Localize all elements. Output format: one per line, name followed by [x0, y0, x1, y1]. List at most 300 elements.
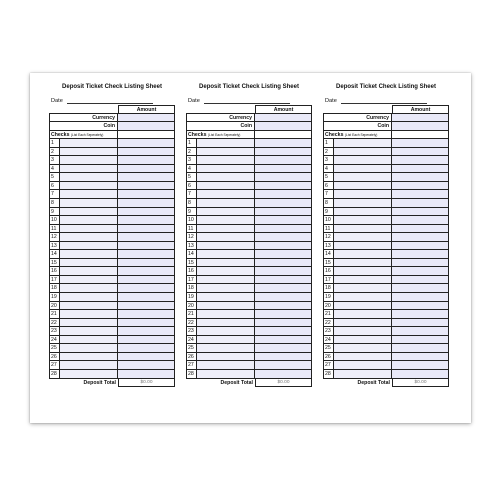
check-row	[49, 353, 175, 362]
coin-label: Coin	[323, 122, 392, 131]
check-row-number: 6	[323, 182, 334, 191]
check-row-number: 4	[186, 165, 197, 174]
check-description-field[interactable]	[197, 250, 255, 259]
check-row-number: 27	[49, 361, 60, 370]
check-description-field[interactable]	[334, 370, 392, 379]
deposit-table	[49, 105, 175, 387]
coin-amount-field[interactable]	[118, 122, 175, 131]
check-amount-field[interactable]	[255, 165, 312, 174]
check-amount-field[interactable]	[118, 250, 175, 259]
check-row-number: 4	[323, 165, 334, 174]
check-description-field[interactable]	[197, 199, 255, 208]
check-description-field[interactable]	[334, 208, 392, 217]
check-row-number: 8	[323, 199, 334, 208]
check-description-field[interactable]	[60, 216, 118, 225]
check-amount-field[interactable]	[255, 173, 312, 182]
checks-header-row	[323, 131, 449, 140]
check-row	[49, 370, 175, 379]
checks-label: Checks (List Each Seperately)	[186, 131, 255, 140]
check-amount-field[interactable]	[392, 156, 449, 165]
check-amount-field[interactable]	[392, 199, 449, 208]
check-row	[49, 250, 175, 259]
check-amount-field[interactable]	[255, 259, 312, 268]
check-row	[49, 216, 175, 225]
check-description-field[interactable]	[197, 165, 255, 174]
check-row	[49, 293, 175, 302]
check-row-number: 20	[186, 302, 197, 311]
check-amount-field[interactable]	[255, 267, 312, 276]
check-amount-field[interactable]	[255, 336, 312, 345]
check-row-number: 20	[323, 302, 334, 311]
check-row-number: 24	[49, 336, 60, 345]
check-row-number: 5	[323, 173, 334, 182]
check-description-field[interactable]	[60, 173, 118, 182]
check-amount-field[interactable]	[255, 156, 312, 165]
check-row	[323, 182, 449, 191]
check-row	[49, 310, 175, 319]
check-row-number: 25	[323, 344, 334, 353]
check-row	[186, 344, 312, 353]
check-description-field[interactable]	[197, 233, 255, 242]
check-description-field[interactable]	[197, 225, 255, 234]
check-description-field[interactable]	[334, 327, 392, 336]
check-description-field[interactable]	[60, 242, 118, 251]
currency-label: Currency	[49, 114, 118, 123]
check-amount-field[interactable]	[392, 370, 449, 379]
check-description-field[interactable]	[334, 242, 392, 251]
check-row	[186, 284, 312, 293]
check-description-field[interactable]	[334, 302, 392, 311]
check-row	[323, 139, 449, 148]
check-amount-field[interactable]	[118, 302, 175, 311]
check-amount-field[interactable]	[255, 225, 312, 234]
check-row-number: 10	[49, 216, 60, 225]
check-row	[323, 208, 449, 217]
check-amount-field[interactable]	[255, 216, 312, 225]
check-amount-field[interactable]	[392, 276, 449, 285]
check-row	[323, 370, 449, 379]
check-amount-field[interactable]	[118, 139, 175, 148]
check-description-field[interactable]	[334, 225, 392, 234]
check-row	[49, 259, 175, 268]
check-amount-field[interactable]	[392, 353, 449, 362]
amount-header-row	[49, 105, 175, 114]
check-description-field[interactable]	[197, 293, 255, 302]
check-description-field[interactable]	[197, 344, 255, 353]
check-row	[323, 190, 449, 199]
check-description-field[interactable]	[334, 319, 392, 328]
check-description-field[interactable]	[197, 319, 255, 328]
check-description-field[interactable]	[197, 276, 255, 285]
check-amount-field[interactable]	[255, 139, 312, 148]
check-description-field[interactable]	[60, 199, 118, 208]
check-amount-field[interactable]	[118, 319, 175, 328]
check-row-number: 26	[186, 353, 197, 362]
check-amount-field[interactable]	[392, 302, 449, 311]
check-description-field[interactable]	[334, 165, 392, 174]
check-description-field[interactable]	[60, 156, 118, 165]
check-row-number: 17	[49, 276, 60, 285]
check-description-field[interactable]	[197, 353, 255, 362]
sheet-title: Deposit Ticket Check Listing Sheet	[336, 84, 436, 90]
amount-header: Amount	[118, 105, 175, 114]
check-description-field[interactable]	[60, 208, 118, 217]
check-amount-field[interactable]	[392, 293, 449, 302]
check-description-field[interactable]	[60, 319, 118, 328]
check-row	[186, 242, 312, 251]
check-row-number: 8	[186, 199, 197, 208]
check-description-field[interactable]	[60, 370, 118, 379]
check-amount-field[interactable]	[118, 242, 175, 251]
check-amount-field[interactable]	[118, 353, 175, 362]
check-description-field[interactable]	[334, 148, 392, 157]
check-amount-field[interactable]	[392, 148, 449, 157]
coin-row	[49, 122, 175, 131]
check-description-field[interactable]	[197, 327, 255, 336]
check-row-number: 13	[186, 242, 197, 251]
check-row-number: 16	[49, 267, 60, 276]
check-amount-field[interactable]	[118, 267, 175, 276]
check-amount-field[interactable]	[118, 284, 175, 293]
deposit-sheet	[323, 83, 449, 387]
check-row-number: 1	[323, 139, 334, 148]
check-amount-field[interactable]	[255, 250, 312, 259]
check-amount-field[interactable]	[118, 148, 175, 157]
check-amount-field[interactable]	[392, 259, 449, 268]
check-description-field[interactable]	[60, 225, 118, 234]
check-row-number: 19	[186, 293, 197, 302]
check-amount-field[interactable]	[118, 208, 175, 217]
check-description-field[interactable]	[334, 310, 392, 319]
check-amount-field[interactable]	[118, 190, 175, 199]
check-amount-field[interactable]	[255, 190, 312, 199]
check-row	[186, 156, 312, 165]
check-amount-field[interactable]	[255, 327, 312, 336]
check-description-field[interactable]	[60, 148, 118, 157]
check-amount-field[interactable]	[118, 344, 175, 353]
check-row-number: 9	[49, 208, 60, 217]
check-row	[49, 173, 175, 182]
currency-amount-field[interactable]	[118, 114, 175, 123]
date-row	[186, 92, 312, 104]
check-description-field[interactable]	[197, 156, 255, 165]
check-amount-field[interactable]	[118, 276, 175, 285]
check-row-number: 18	[186, 284, 197, 293]
check-amount-field[interactable]	[255, 353, 312, 362]
check-row	[49, 165, 175, 174]
check-description-field[interactable]	[60, 190, 118, 199]
checks-header-row	[49, 131, 175, 140]
check-row-number: 14	[323, 250, 334, 259]
check-description-field[interactable]	[334, 284, 392, 293]
check-row	[186, 267, 312, 276]
check-description-field[interactable]	[334, 173, 392, 182]
check-amount-field[interactable]	[392, 233, 449, 242]
check-amount-field[interactable]	[118, 233, 175, 242]
check-row-number: 3	[49, 156, 60, 165]
check-row-number: 28	[49, 370, 60, 379]
check-row-number: 11	[186, 225, 197, 234]
check-row-number: 9	[323, 208, 334, 217]
check-description-field[interactable]	[197, 208, 255, 217]
check-amount-field[interactable]	[118, 370, 175, 379]
check-row	[49, 242, 175, 251]
check-row	[323, 267, 449, 276]
amount-header: Amount	[392, 105, 449, 114]
check-amount-field[interactable]	[118, 199, 175, 208]
check-amount-field[interactable]	[118, 361, 175, 370]
check-description-field[interactable]	[197, 267, 255, 276]
check-amount-field[interactable]	[255, 370, 312, 379]
check-row-number: 4	[49, 165, 60, 174]
check-amount-field[interactable]	[392, 267, 449, 276]
checks-header-row	[186, 131, 312, 140]
check-amount-field[interactable]	[392, 216, 449, 225]
date-label: Date	[325, 98, 337, 104]
checks-label: Checks (List Each Seperately)	[49, 131, 118, 140]
check-description-field[interactable]	[334, 259, 392, 268]
check-row-number: 7	[186, 190, 197, 199]
check-amount-field[interactable]	[118, 182, 175, 191]
check-row	[186, 353, 312, 362]
check-description-field[interactable]	[197, 284, 255, 293]
check-row	[323, 276, 449, 285]
check-row-number: 18	[323, 284, 334, 293]
check-amount-field[interactable]	[255, 302, 312, 311]
check-amount-field[interactable]	[255, 293, 312, 302]
check-row-number: 11	[49, 225, 60, 234]
check-amount-field[interactable]	[255, 319, 312, 328]
check-description-field[interactable]	[60, 284, 118, 293]
check-row-number: 16	[323, 267, 334, 276]
date-field[interactable]	[67, 97, 153, 104]
date-row	[49, 92, 175, 104]
check-row	[49, 336, 175, 345]
check-amount-field[interactable]	[255, 361, 312, 370]
check-description-field[interactable]	[197, 336, 255, 345]
check-amount-field[interactable]	[118, 310, 175, 319]
check-row-number: 16	[186, 267, 197, 276]
check-amount-field[interactable]	[255, 199, 312, 208]
check-description-field[interactable]	[334, 190, 392, 199]
check-row-number: 11	[323, 225, 334, 234]
check-row	[49, 327, 175, 336]
check-description-field[interactable]	[60, 336, 118, 345]
check-amount-field[interactable]	[392, 208, 449, 217]
check-row-number: 9	[186, 208, 197, 217]
check-description-field[interactable]	[334, 293, 392, 302]
check-description-field[interactable]	[60, 139, 118, 148]
check-amount-field[interactable]	[392, 327, 449, 336]
check-row	[186, 336, 312, 345]
check-row	[186, 250, 312, 259]
currency-row	[323, 114, 449, 123]
check-row	[186, 139, 312, 148]
check-row	[323, 284, 449, 293]
check-description-field[interactable]	[334, 353, 392, 362]
check-amount-field[interactable]	[392, 284, 449, 293]
check-row-number: 5	[186, 173, 197, 182]
sheet-title: Deposit Ticket Check Listing Sheet	[62, 84, 162, 90]
check-row-number: 23	[186, 327, 197, 336]
check-row	[323, 148, 449, 157]
check-description-field[interactable]	[197, 173, 255, 182]
check-description-field[interactable]	[197, 370, 255, 379]
check-row-number: 22	[323, 319, 334, 328]
check-row-number: 18	[49, 284, 60, 293]
check-row-number: 10	[323, 216, 334, 225]
check-amount-field[interactable]	[118, 173, 175, 182]
currency-amount-field[interactable]	[255, 114, 312, 123]
check-description-field[interactable]	[197, 242, 255, 251]
sheet-title: Deposit Ticket Check Listing Sheet	[199, 84, 299, 90]
check-amount-field[interactable]	[392, 310, 449, 319]
check-description-field[interactable]	[197, 182, 255, 191]
currency-amount-field[interactable]	[392, 114, 449, 123]
currency-label: Currency	[186, 114, 255, 123]
check-row	[323, 216, 449, 225]
coin-label: Coin	[186, 122, 255, 131]
check-amount-field[interactable]	[118, 336, 175, 345]
check-description-field[interactable]	[197, 148, 255, 157]
check-row-number: 12	[186, 233, 197, 242]
check-amount-field[interactable]	[392, 361, 449, 370]
check-description-field[interactable]	[334, 233, 392, 242]
check-description-field[interactable]	[334, 250, 392, 259]
check-row	[186, 173, 312, 182]
check-row-number: 19	[49, 293, 60, 302]
check-row-number: 13	[323, 242, 334, 251]
check-description-field[interactable]	[334, 156, 392, 165]
check-description-field[interactable]	[334, 336, 392, 345]
check-amount-field[interactable]	[392, 139, 449, 148]
check-amount-field[interactable]	[118, 225, 175, 234]
check-row-number: 12	[49, 233, 60, 242]
check-row	[323, 199, 449, 208]
check-description-field[interactable]	[197, 190, 255, 199]
check-row	[186, 327, 312, 336]
check-amount-field[interactable]	[118, 216, 175, 225]
check-row-number: 1	[49, 139, 60, 148]
check-description-field[interactable]	[60, 310, 118, 319]
check-description-field[interactable]	[60, 361, 118, 370]
check-description-field[interactable]	[197, 259, 255, 268]
check-description-field[interactable]	[197, 302, 255, 311]
check-description-field[interactable]	[334, 361, 392, 370]
check-amount-field[interactable]	[255, 233, 312, 242]
check-description-field[interactable]	[60, 293, 118, 302]
date-field[interactable]	[341, 97, 427, 104]
date-field[interactable]	[204, 97, 290, 104]
check-description-field[interactable]	[60, 344, 118, 353]
check-amount-field[interactable]	[392, 250, 449, 259]
check-row-number: 22	[49, 319, 60, 328]
check-amount-field[interactable]	[118, 165, 175, 174]
check-row	[186, 293, 312, 302]
check-description-field[interactable]	[334, 139, 392, 148]
check-description-field[interactable]	[60, 182, 118, 191]
check-description-field[interactable]	[334, 199, 392, 208]
check-row-number: 24	[186, 336, 197, 345]
check-amount-field[interactable]	[392, 165, 449, 174]
check-row	[323, 156, 449, 165]
check-amount-field[interactable]	[392, 182, 449, 191]
check-amount-field[interactable]	[255, 344, 312, 353]
amount-header-row	[323, 105, 449, 114]
check-description-field[interactable]	[197, 361, 255, 370]
check-description-field[interactable]	[60, 165, 118, 174]
coin-amount-field[interactable]	[255, 122, 312, 131]
check-amount-field[interactable]	[255, 182, 312, 191]
check-description-field[interactable]	[197, 139, 255, 148]
check-description-field[interactable]	[334, 182, 392, 191]
check-row-number: 19	[323, 293, 334, 302]
check-description-field[interactable]	[60, 327, 118, 336]
check-row-number: 7	[49, 190, 60, 199]
deposit-total-row	[186, 379, 312, 388]
check-amount-field[interactable]	[255, 208, 312, 217]
deposit-table	[186, 105, 312, 387]
check-row-number: 5	[49, 173, 60, 182]
check-description-field[interactable]	[60, 276, 118, 285]
check-description-field[interactable]	[60, 233, 118, 242]
check-description-field[interactable]	[334, 276, 392, 285]
check-description-field[interactable]	[60, 259, 118, 268]
date-label: Date	[51, 98, 63, 104]
check-row-number: 3	[323, 156, 334, 165]
check-description-field[interactable]	[197, 216, 255, 225]
check-description-field[interactable]	[334, 344, 392, 353]
check-description-field[interactable]	[60, 250, 118, 259]
check-description-field[interactable]	[334, 216, 392, 225]
deposit-total-label: Deposit Total	[83, 379, 116, 386]
check-description-field[interactable]	[334, 267, 392, 276]
check-amount-field[interactable]	[118, 156, 175, 165]
check-amount-field[interactable]	[392, 190, 449, 199]
check-description-field[interactable]	[60, 267, 118, 276]
check-amount-field[interactable]	[118, 259, 175, 268]
check-amount-field[interactable]	[255, 148, 312, 157]
check-amount-field[interactable]	[392, 336, 449, 345]
currency-row	[186, 114, 312, 123]
check-amount-field[interactable]	[118, 293, 175, 302]
check-amount-field[interactable]	[392, 242, 449, 251]
coin-amount-field[interactable]	[392, 122, 449, 131]
check-description-field[interactable]	[197, 310, 255, 319]
check-amount-field[interactable]	[392, 344, 449, 353]
date-row	[323, 92, 449, 104]
check-amount-field[interactable]	[255, 284, 312, 293]
check-row	[186, 165, 312, 174]
check-row	[323, 173, 449, 182]
check-amount-field[interactable]	[255, 310, 312, 319]
check-row	[49, 284, 175, 293]
check-amount-field[interactable]	[392, 319, 449, 328]
check-amount-field[interactable]	[255, 242, 312, 251]
check-row	[186, 225, 312, 234]
checks-note: (List Each Seperately)	[207, 132, 241, 137]
check-description-field[interactable]	[60, 302, 118, 311]
check-row	[186, 182, 312, 191]
check-row	[323, 353, 449, 362]
check-amount-field[interactable]	[255, 276, 312, 285]
check-amount-field[interactable]	[392, 173, 449, 182]
check-description-field[interactable]	[60, 353, 118, 362]
check-amount-field[interactable]	[392, 225, 449, 234]
check-amount-field[interactable]	[118, 327, 175, 336]
check-row-number: 2	[49, 148, 60, 157]
check-row	[323, 250, 449, 259]
